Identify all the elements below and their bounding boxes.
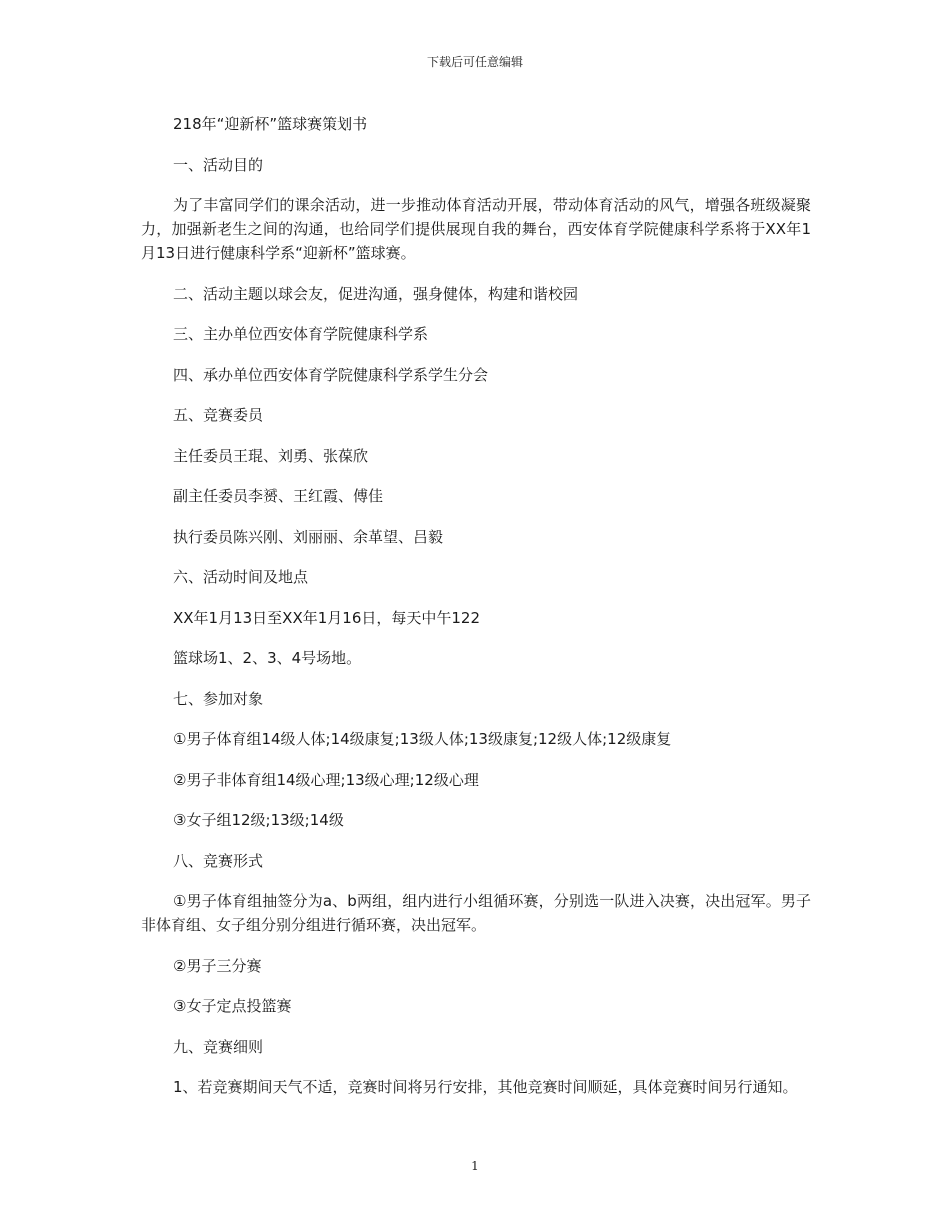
participants-men-nonsports: ②男子非体育组14级心理;13级心理;12级心理 xyxy=(173,770,479,789)
event-time: XX年1月13日至XX年1月16日，每天中午122 xyxy=(173,608,480,627)
participants-men-sports: ①男子体育组14级人体;14级康复;13级人体;13级康复;12级人体;12级康复 xyxy=(173,730,672,748)
page-number: 1 xyxy=(471,1159,479,1173)
section-organizer: 三、主办单位西安体育学院健康科学系 xyxy=(173,325,429,343)
event-place: 篮球场1、2、3、4号场地。 xyxy=(173,649,362,667)
section-heading-time-place: 六、活动时间及地点 xyxy=(173,568,309,586)
committee-vice-directors: 副主任委员李赟、王红霞、傅佳 xyxy=(173,487,384,505)
section-host: 四、承办单位西安体育学院健康科学系学生分会 xyxy=(173,365,489,384)
section-heading-format: 八、竞赛形式 xyxy=(173,851,264,870)
section-heading-participants: 七、参加对象 xyxy=(173,689,264,708)
paragraph-purpose: 为了丰富同学们的课余活动，进一步推动体育活动开展，带动体育活动的风气，增强各班级凝聚力，加强新老生之间的沟通，也给同学们提供展现自我的舞台，西安体育学院健康科学系将于XX年1月13日进行健康科学系“迎新杯”篮球赛。 xyxy=(141,196,811,262)
participants-women: ③女子组12级;13级;14级 xyxy=(173,811,344,829)
doc-title: 218年“迎新杯”篮球赛策划书 xyxy=(173,115,368,133)
page-header: 下载后可任意编辑 xyxy=(426,55,523,69)
format-fixed-shooting: ③女子定点投篮赛 xyxy=(173,997,292,1015)
committee-executives: 执行委员陈兴刚、刘丽丽、余革望、吕毅 xyxy=(173,527,444,546)
committee-directors: 主任委员王琨、刘勇、张葆欣 xyxy=(173,446,369,465)
document-body xyxy=(141,112,811,1116)
section-theme: 二、活动主题以球会友，促进沟通，强身健体，构建和谐校园 xyxy=(173,284,579,303)
section-heading-purpose: 一、活动目的 xyxy=(173,155,264,174)
format-three-point: ②男子三分赛 xyxy=(173,956,262,975)
section-heading-committee: 五、竞赛委员 xyxy=(173,406,264,424)
rule-weather: 1、若竞赛期间天气不适，竞赛时间将另行安排，其他竞赛时间顺延，具体竞赛时间另行通知。 xyxy=(173,1078,798,1096)
section-heading-rules: 九、竞赛细则 xyxy=(173,1037,264,1056)
format-group-stage: ①男子体育组抽签分为a、b两组，组内进行小组循环赛，分别选一队进入决赛，决出冠军。男子非体育组、女子组分别分组进行循环赛，决出冠军。 xyxy=(141,892,811,934)
